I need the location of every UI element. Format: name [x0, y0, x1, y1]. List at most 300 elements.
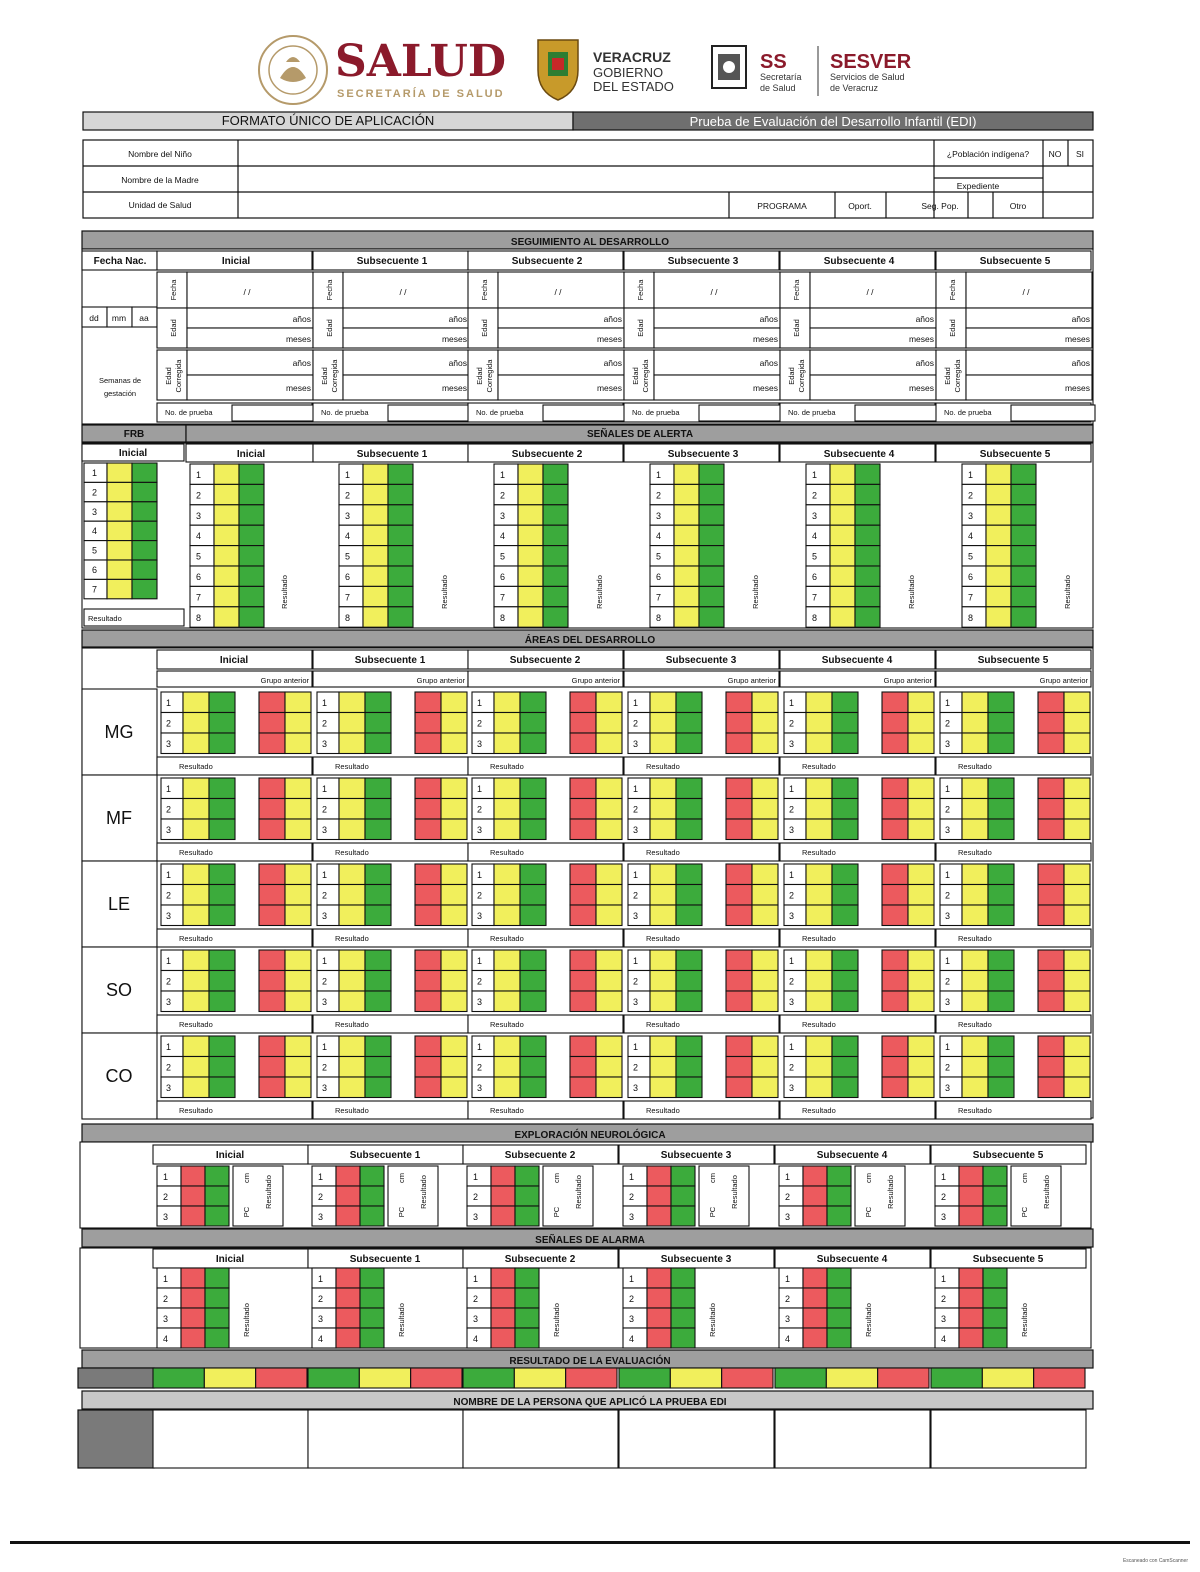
area-prev-red-cell[interactable]	[726, 905, 752, 926]
area-green-cell[interactable]	[520, 971, 546, 992]
area-prev-red-cell[interactable]	[726, 713, 752, 734]
alarma-green-cell[interactable]	[515, 1268, 539, 1288]
area-prev-red-cell[interactable]	[259, 905, 285, 926]
area-prev-red-cell[interactable]	[570, 1036, 596, 1057]
area-prev-red-cell[interactable]	[1038, 991, 1064, 1012]
area-yellow-cell[interactable]	[650, 991, 676, 1012]
persona-name-field-0[interactable]	[153, 1410, 308, 1468]
neuro-pc-cell[interactable]	[855, 1166, 905, 1226]
area-green-cell[interactable]	[209, 733, 235, 754]
area-yellow-cell[interactable]	[494, 819, 520, 840]
area-prev-yellow-cell[interactable]	[596, 991, 622, 1012]
alerta-green-cell[interactable]	[855, 505, 880, 525]
alerta-yellow-cell[interactable]	[674, 566, 699, 586]
neuro-red-cell[interactable]	[491, 1186, 515, 1206]
alerta-yellow-cell[interactable]	[986, 607, 1011, 627]
area-yellow-cell[interactable]	[183, 991, 209, 1012]
neuro-red-cell[interactable]	[181, 1206, 205, 1226]
area-yellow-cell[interactable]	[962, 692, 988, 713]
alarma-green-cell[interactable]	[360, 1288, 384, 1308]
area-prev-red-cell[interactable]	[882, 950, 908, 971]
alerta-yellow-cell[interactable]	[214, 586, 239, 606]
alerta-yellow-cell[interactable]	[518, 484, 543, 504]
area-green-cell[interactable]	[209, 864, 235, 885]
area-green-cell[interactable]	[676, 692, 702, 713]
area-yellow-cell[interactable]	[183, 692, 209, 713]
no-prueba-field[interactable]	[699, 405, 783, 421]
alarma-green-cell[interactable]	[671, 1268, 695, 1288]
expediente-field[interactable]	[1044, 167, 1092, 191]
area-yellow-cell[interactable]	[650, 864, 676, 885]
alarma-red-cell[interactable]	[491, 1288, 515, 1308]
area-prev-yellow-cell[interactable]	[441, 1036, 467, 1057]
resultado-yellow-cell[interactable]	[514, 1368, 565, 1388]
area-prev-red-cell[interactable]	[726, 733, 752, 754]
alerta-green-cell[interactable]	[855, 484, 880, 504]
alarma-red-cell[interactable]	[491, 1328, 515, 1348]
area-prev-red-cell[interactable]	[415, 692, 441, 713]
alerta-yellow-cell[interactable]	[674, 607, 699, 627]
area-yellow-cell[interactable]	[806, 950, 832, 971]
area-yellow-cell[interactable]	[650, 885, 676, 906]
area-yellow-cell[interactable]	[650, 950, 676, 971]
area-yellow-cell[interactable]	[806, 885, 832, 906]
area-prev-red-cell[interactable]	[1038, 1036, 1064, 1057]
alerta-green-cell[interactable]	[699, 586, 724, 606]
alerta-yellow-cell[interactable]	[214, 566, 239, 586]
neuro-green-cell[interactable]	[205, 1186, 229, 1206]
alarma-red-cell[interactable]	[181, 1328, 205, 1348]
area-yellow-cell[interactable]	[806, 1036, 832, 1057]
alerta-yellow-cell[interactable]	[830, 586, 855, 606]
area-prev-yellow-cell[interactable]	[908, 1036, 934, 1057]
frb-green-cell[interactable]	[132, 560, 157, 579]
area-yellow-cell[interactable]	[339, 799, 365, 820]
area-green-cell[interactable]	[365, 905, 391, 926]
alerta-yellow-cell[interactable]	[986, 586, 1011, 606]
alerta-yellow-cell[interactable]	[363, 525, 388, 545]
area-prev-red-cell[interactable]	[1038, 733, 1064, 754]
area-prev-yellow-cell[interactable]	[285, 991, 311, 1012]
alarma-red-cell[interactable]	[959, 1288, 983, 1308]
area-prev-red-cell[interactable]	[726, 799, 752, 820]
resultado-yellow-cell[interactable]	[826, 1368, 877, 1388]
alarma-red-cell[interactable]	[181, 1288, 205, 1308]
neuro-green-cell[interactable]	[360, 1186, 384, 1206]
area-prev-yellow-cell[interactable]	[752, 1036, 778, 1057]
area-green-cell[interactable]	[365, 819, 391, 840]
area-prev-yellow-cell[interactable]	[441, 799, 467, 820]
area-green-cell[interactable]	[209, 819, 235, 840]
alarma-red-cell[interactable]	[803, 1268, 827, 1288]
area-prev-red-cell[interactable]	[259, 819, 285, 840]
area-prev-red-cell[interactable]	[259, 864, 285, 885]
alerta-yellow-cell[interactable]	[986, 505, 1011, 525]
frb-yellow-cell[interactable]	[107, 521, 132, 540]
alerta-green-cell[interactable]	[699, 525, 724, 545]
area-green-cell[interactable]	[520, 950, 546, 971]
alerta-green-cell[interactable]	[543, 505, 568, 525]
area-yellow-cell[interactable]	[494, 1077, 520, 1098]
frb-green-cell[interactable]	[132, 521, 157, 540]
area-prev-red-cell[interactable]	[570, 905, 596, 926]
alerta-green-cell[interactable]	[1011, 607, 1036, 627]
area-yellow-cell[interactable]	[339, 778, 365, 799]
resultado-red-cell[interactable]	[411, 1368, 462, 1388]
neuro-green-cell[interactable]	[515, 1186, 539, 1206]
area-green-cell[interactable]	[676, 991, 702, 1012]
area-prev-yellow-cell[interactable]	[752, 991, 778, 1012]
neuro-green-cell[interactable]	[515, 1166, 539, 1186]
area-prev-red-cell[interactable]	[1038, 692, 1064, 713]
area-yellow-cell[interactable]	[806, 1057, 832, 1078]
area-prev-red-cell[interactable]	[726, 1077, 752, 1098]
resultado-green-cell[interactable]	[308, 1368, 359, 1388]
alerta-green-cell[interactable]	[699, 607, 724, 627]
area-prev-red-cell[interactable]	[259, 713, 285, 734]
area-prev-yellow-cell[interactable]	[1064, 1036, 1090, 1057]
area-yellow-cell[interactable]	[494, 950, 520, 971]
area-prev-yellow-cell[interactable]	[285, 1057, 311, 1078]
alarma-red-cell[interactable]	[336, 1308, 360, 1328]
neuro-red-cell[interactable]	[959, 1186, 983, 1206]
area-green-cell[interactable]	[832, 713, 858, 734]
area-prev-yellow-cell[interactable]	[441, 819, 467, 840]
persona-name-field-2[interactable]	[463, 1410, 618, 1468]
area-prev-yellow-cell[interactable]	[908, 713, 934, 734]
area-yellow-cell[interactable]	[339, 713, 365, 734]
alerta-green-cell[interactable]	[699, 546, 724, 566]
area-green-cell[interactable]	[209, 713, 235, 734]
area-prev-yellow-cell[interactable]	[1064, 885, 1090, 906]
neuro-green-cell[interactable]	[827, 1186, 851, 1206]
resultado-green-cell[interactable]	[463, 1368, 514, 1388]
area-yellow-cell[interactable]	[650, 971, 676, 992]
neuro-red-cell[interactable]	[181, 1166, 205, 1186]
neuro-green-cell[interactable]	[827, 1166, 851, 1186]
area-prev-yellow-cell[interactable]	[596, 971, 622, 992]
area-prev-red-cell[interactable]	[570, 713, 596, 734]
area-prev-red-cell[interactable]	[726, 1057, 752, 1078]
area-green-cell[interactable]	[365, 733, 391, 754]
area-prev-red-cell[interactable]	[726, 950, 752, 971]
area-prev-red-cell[interactable]	[259, 799, 285, 820]
area-green-cell[interactable]	[209, 1036, 235, 1057]
area-green-cell[interactable]	[365, 713, 391, 734]
alarma-green-cell[interactable]	[360, 1268, 384, 1288]
alerta-green-cell[interactable]	[1011, 586, 1036, 606]
alerta-yellow-cell[interactable]	[518, 464, 543, 484]
neuro-green-cell[interactable]	[983, 1166, 1007, 1186]
area-prev-yellow-cell[interactable]	[908, 905, 934, 926]
alerta-yellow-cell[interactable]	[518, 586, 543, 606]
area-prev-red-cell[interactable]	[882, 971, 908, 992]
area-green-cell[interactable]	[676, 799, 702, 820]
alerta-green-cell[interactable]	[239, 464, 264, 484]
area-prev-red-cell[interactable]	[1038, 819, 1064, 840]
neuro-pc-cell[interactable]	[699, 1166, 749, 1226]
area-yellow-cell[interactable]	[183, 905, 209, 926]
area-prev-yellow-cell[interactable]	[441, 991, 467, 1012]
area-prev-yellow-cell[interactable]	[752, 778, 778, 799]
alerta-green-cell[interactable]	[388, 586, 413, 606]
area-green-cell[interactable]	[520, 692, 546, 713]
alerta-yellow-cell[interactable]	[363, 505, 388, 525]
area-green-cell[interactable]	[832, 885, 858, 906]
area-yellow-cell[interactable]	[650, 1036, 676, 1057]
area-yellow-cell[interactable]	[650, 1077, 676, 1098]
area-prev-yellow-cell[interactable]	[752, 950, 778, 971]
area-yellow-cell[interactable]	[806, 799, 832, 820]
area-yellow-cell[interactable]	[494, 991, 520, 1012]
area-prev-red-cell[interactable]	[882, 778, 908, 799]
neuro-red-cell[interactable]	[959, 1206, 983, 1226]
alerta-yellow-cell[interactable]	[830, 525, 855, 545]
alerta-green-cell[interactable]	[239, 484, 264, 504]
nombre-madre-field[interactable]	[239, 167, 934, 191]
area-green-cell[interactable]	[832, 971, 858, 992]
area-prev-yellow-cell[interactable]	[596, 905, 622, 926]
area-green-cell[interactable]	[520, 799, 546, 820]
area-prev-red-cell[interactable]	[882, 819, 908, 840]
alerta-green-cell[interactable]	[543, 525, 568, 545]
alerta-green-cell[interactable]	[388, 566, 413, 586]
area-prev-red-cell[interactable]	[415, 819, 441, 840]
neuro-green-cell[interactable]	[671, 1206, 695, 1226]
area-prev-yellow-cell[interactable]	[1064, 905, 1090, 926]
alerta-green-cell[interactable]	[388, 525, 413, 545]
alarma-red-cell[interactable]	[336, 1288, 360, 1308]
area-prev-red-cell[interactable]	[1038, 1057, 1064, 1078]
alarma-red-cell[interactable]	[803, 1288, 827, 1308]
frb-yellow-cell[interactable]	[107, 482, 132, 501]
area-yellow-cell[interactable]	[494, 692, 520, 713]
area-prev-yellow-cell[interactable]	[285, 864, 311, 885]
area-yellow-cell[interactable]	[183, 713, 209, 734]
alerta-yellow-cell[interactable]	[518, 607, 543, 627]
alarma-green-cell[interactable]	[515, 1328, 539, 1348]
alerta-green-cell[interactable]	[239, 525, 264, 545]
area-yellow-cell[interactable]	[806, 991, 832, 1012]
area-prev-red-cell[interactable]	[570, 991, 596, 1012]
alerta-yellow-cell[interactable]	[214, 484, 239, 504]
area-prev-red-cell[interactable]	[415, 950, 441, 971]
alerta-yellow-cell[interactable]	[214, 525, 239, 545]
neuro-red-cell[interactable]	[181, 1186, 205, 1206]
area-prev-yellow-cell[interactable]	[1064, 991, 1090, 1012]
area-yellow-cell[interactable]	[650, 733, 676, 754]
area-prev-yellow-cell[interactable]	[441, 864, 467, 885]
alerta-green-cell[interactable]	[239, 607, 264, 627]
area-yellow-cell[interactable]	[962, 991, 988, 1012]
area-green-cell[interactable]	[520, 1036, 546, 1057]
alarma-green-cell[interactable]	[983, 1288, 1007, 1308]
area-prev-yellow-cell[interactable]	[1064, 692, 1090, 713]
alerta-yellow-cell[interactable]	[214, 505, 239, 525]
area-yellow-cell[interactable]	[339, 1057, 365, 1078]
area-green-cell[interactable]	[988, 733, 1014, 754]
alerta-yellow-cell[interactable]	[986, 464, 1011, 484]
resultado-green-cell[interactable]	[775, 1368, 826, 1388]
area-prev-yellow-cell[interactable]	[1064, 1077, 1090, 1098]
area-yellow-cell[interactable]	[962, 1036, 988, 1057]
alerta-yellow-cell[interactable]	[674, 484, 699, 504]
area-prev-yellow-cell[interactable]	[1064, 733, 1090, 754]
alerta-yellow-cell[interactable]	[518, 505, 543, 525]
alerta-green-cell[interactable]	[543, 586, 568, 606]
neuro-green-cell[interactable]	[827, 1206, 851, 1226]
area-green-cell[interactable]	[520, 885, 546, 906]
area-yellow-cell[interactable]	[962, 864, 988, 885]
area-prev-yellow-cell[interactable]	[285, 778, 311, 799]
area-prev-red-cell[interactable]	[570, 1077, 596, 1098]
area-prev-yellow-cell[interactable]	[752, 1077, 778, 1098]
area-yellow-cell[interactable]	[494, 1057, 520, 1078]
area-prev-yellow-cell[interactable]	[596, 1077, 622, 1098]
area-prev-yellow-cell[interactable]	[752, 819, 778, 840]
area-prev-red-cell[interactable]	[1038, 799, 1064, 820]
area-yellow-cell[interactable]	[183, 799, 209, 820]
alarma-red-cell[interactable]	[803, 1328, 827, 1348]
area-green-cell[interactable]	[832, 733, 858, 754]
alerta-green-cell[interactable]	[388, 464, 413, 484]
area-prev-red-cell[interactable]	[259, 778, 285, 799]
area-yellow-cell[interactable]	[339, 971, 365, 992]
area-prev-yellow-cell[interactable]	[596, 1036, 622, 1057]
area-prev-yellow-cell[interactable]	[908, 971, 934, 992]
alerta-yellow-cell[interactable]	[518, 525, 543, 545]
area-green-cell[interactable]	[520, 778, 546, 799]
area-green-cell[interactable]	[520, 713, 546, 734]
resultado-yellow-cell[interactable]	[359, 1368, 410, 1388]
alarma-green-cell[interactable]	[827, 1288, 851, 1308]
alerta-green-cell[interactable]	[388, 607, 413, 627]
area-green-cell[interactable]	[209, 1057, 235, 1078]
area-green-cell[interactable]	[520, 733, 546, 754]
area-prev-red-cell[interactable]	[415, 733, 441, 754]
area-green-cell[interactable]	[520, 1077, 546, 1098]
area-green-cell[interactable]	[209, 1077, 235, 1098]
alerta-green-cell[interactable]	[699, 464, 724, 484]
alarma-green-cell[interactable]	[360, 1328, 384, 1348]
area-prev-red-cell[interactable]	[415, 1036, 441, 1057]
area-prev-yellow-cell[interactable]	[285, 799, 311, 820]
neuro-red-cell[interactable]	[491, 1206, 515, 1226]
area-green-cell[interactable]	[520, 905, 546, 926]
area-yellow-cell[interactable]	[339, 1077, 365, 1098]
area-prev-yellow-cell[interactable]	[596, 950, 622, 971]
area-prev-red-cell[interactable]	[415, 1077, 441, 1098]
area-yellow-cell[interactable]	[806, 905, 832, 926]
area-yellow-cell[interactable]	[650, 692, 676, 713]
area-yellow-cell[interactable]	[494, 778, 520, 799]
area-green-cell[interactable]	[988, 1036, 1014, 1057]
area-green-cell[interactable]	[988, 778, 1014, 799]
area-green-cell[interactable]	[676, 971, 702, 992]
area-prev-yellow-cell[interactable]	[285, 733, 311, 754]
area-prev-red-cell[interactable]	[259, 692, 285, 713]
area-green-cell[interactable]	[832, 950, 858, 971]
neuro-green-cell[interactable]	[671, 1166, 695, 1186]
area-prev-yellow-cell[interactable]	[285, 713, 311, 734]
area-green-cell[interactable]	[209, 885, 235, 906]
frb-yellow-cell[interactable]	[107, 463, 132, 482]
no-prueba-field[interactable]	[388, 405, 472, 421]
area-green-cell[interactable]	[209, 950, 235, 971]
alarma-red-cell[interactable]	[959, 1268, 983, 1288]
alerta-green-cell[interactable]	[855, 607, 880, 627]
resultado-red-cell[interactable]	[878, 1368, 929, 1388]
neuro-red-cell[interactable]	[803, 1186, 827, 1206]
frb-yellow-cell[interactable]	[107, 579, 132, 598]
area-yellow-cell[interactable]	[806, 713, 832, 734]
alerta-yellow-cell[interactable]	[214, 546, 239, 566]
alerta-green-cell[interactable]	[1011, 505, 1036, 525]
area-yellow-cell[interactable]	[962, 1077, 988, 1098]
alarma-red-cell[interactable]	[647, 1328, 671, 1348]
alarma-red-cell[interactable]	[336, 1328, 360, 1348]
alerta-green-cell[interactable]	[239, 505, 264, 525]
area-prev-red-cell[interactable]	[570, 733, 596, 754]
area-prev-yellow-cell[interactable]	[285, 1077, 311, 1098]
area-prev-red-cell[interactable]	[882, 1036, 908, 1057]
no-prueba-field[interactable]	[232, 405, 316, 421]
area-prev-yellow-cell[interactable]	[908, 864, 934, 885]
alarma-green-cell[interactable]	[983, 1328, 1007, 1348]
area-prev-yellow-cell[interactable]	[441, 971, 467, 992]
alerta-yellow-cell[interactable]	[830, 566, 855, 586]
alerta-green-cell[interactable]	[543, 607, 568, 627]
area-green-cell[interactable]	[209, 799, 235, 820]
area-yellow-cell[interactable]	[339, 885, 365, 906]
area-green-cell[interactable]	[365, 778, 391, 799]
area-yellow-cell[interactable]	[494, 1036, 520, 1057]
area-prev-red-cell[interactable]	[882, 885, 908, 906]
area-prev-yellow-cell[interactable]	[596, 692, 622, 713]
alerta-green-cell[interactable]	[239, 566, 264, 586]
area-prev-yellow-cell[interactable]	[1064, 799, 1090, 820]
alarma-red-cell[interactable]	[491, 1268, 515, 1288]
alerta-green-cell[interactable]	[699, 566, 724, 586]
resultado-yellow-cell[interactable]	[982, 1368, 1033, 1388]
alarma-green-cell[interactable]	[515, 1308, 539, 1328]
area-green-cell[interactable]	[832, 905, 858, 926]
neuro-red-cell[interactable]	[336, 1186, 360, 1206]
alarma-red-cell[interactable]	[336, 1268, 360, 1288]
alarma-red-cell[interactable]	[959, 1328, 983, 1348]
area-green-cell[interactable]	[365, 799, 391, 820]
alarma-green-cell[interactable]	[205, 1268, 229, 1288]
area-yellow-cell[interactable]	[183, 864, 209, 885]
area-prev-red-cell[interactable]	[1038, 905, 1064, 926]
area-yellow-cell[interactable]	[339, 905, 365, 926]
alerta-yellow-cell[interactable]	[674, 464, 699, 484]
area-yellow-cell[interactable]	[806, 733, 832, 754]
area-green-cell[interactable]	[676, 885, 702, 906]
area-prev-red-cell[interactable]	[259, 1036, 285, 1057]
neuro-red-cell[interactable]	[336, 1206, 360, 1226]
resultado-yellow-cell[interactable]	[670, 1368, 721, 1388]
area-green-cell[interactable]	[365, 950, 391, 971]
area-prev-yellow-cell[interactable]	[596, 778, 622, 799]
resultado-red-cell[interactable]	[566, 1368, 617, 1388]
frb-green-cell[interactable]	[132, 579, 157, 598]
alerta-yellow-cell[interactable]	[674, 546, 699, 566]
area-yellow-cell[interactable]	[962, 713, 988, 734]
area-green-cell[interactable]	[365, 1057, 391, 1078]
area-prev-yellow-cell[interactable]	[441, 692, 467, 713]
area-green-cell[interactable]	[520, 864, 546, 885]
